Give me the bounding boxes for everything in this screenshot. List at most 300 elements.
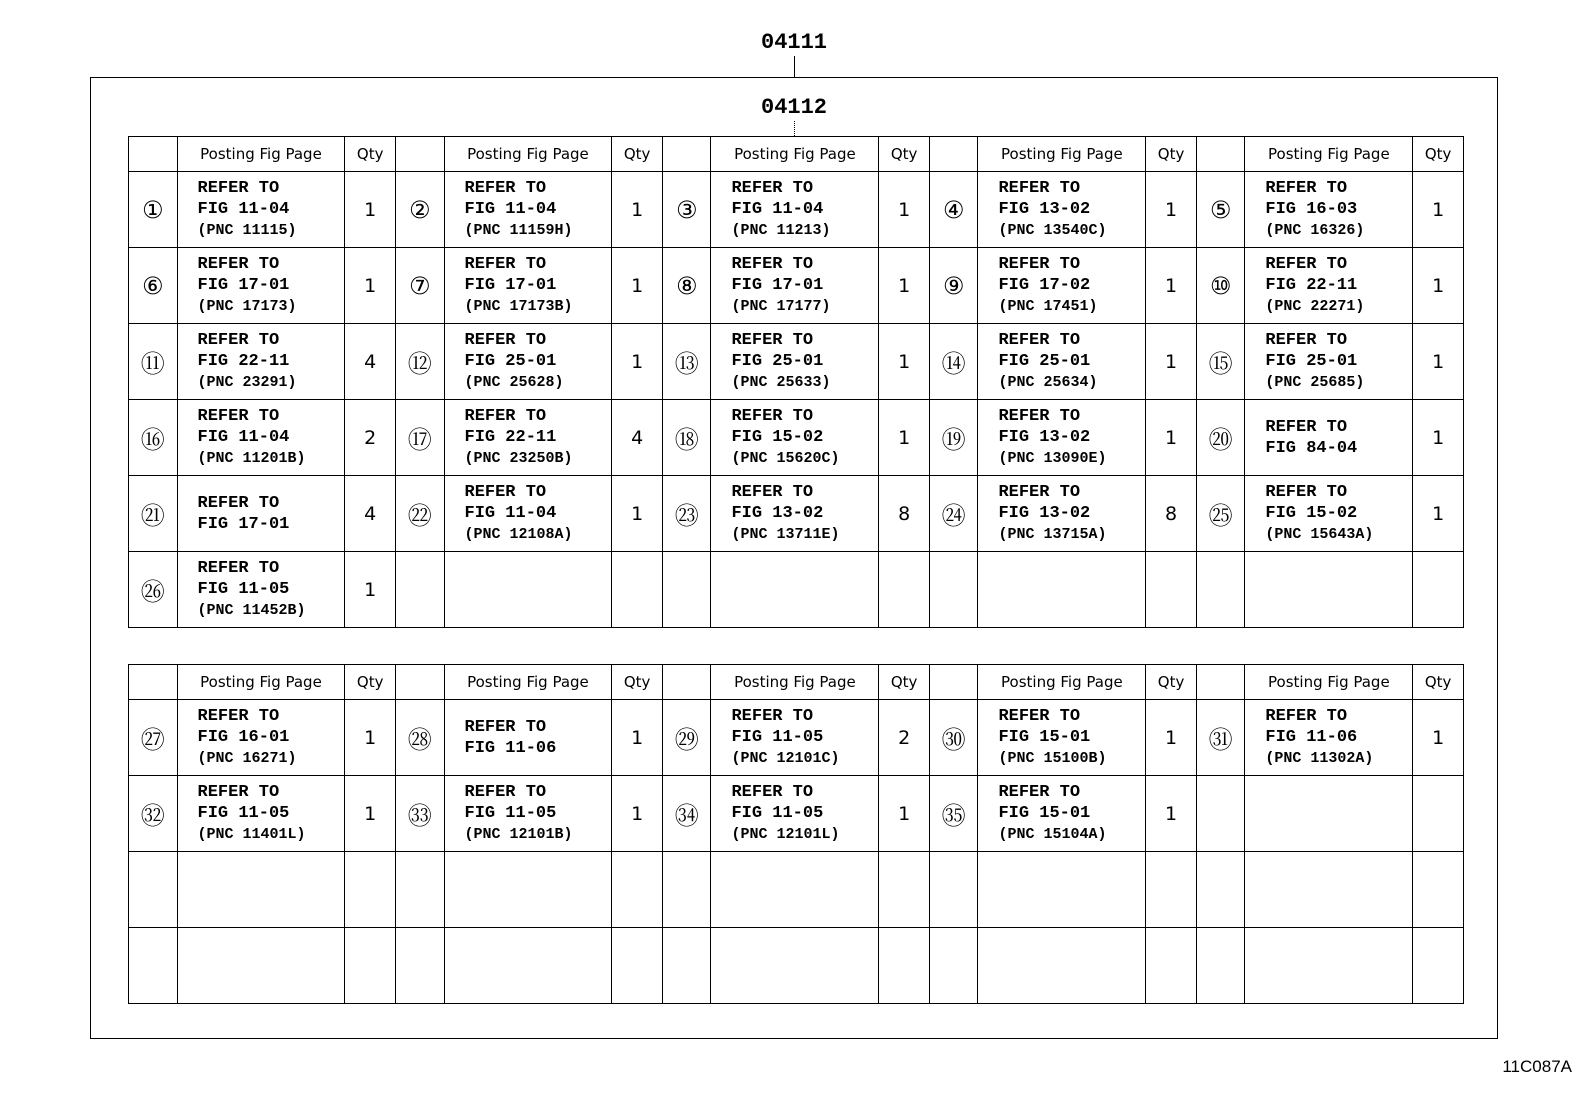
header-num-cell	[1196, 137, 1245, 172]
fig-number: FIG 22-11	[1265, 276, 1358, 295]
refer-to-text: REFER TO	[197, 783, 280, 802]
header-posting-fig-page: Posting Fig Page	[711, 137, 879, 172]
quantity: 4	[345, 476, 396, 552]
fig-number: FIG 11-05	[731, 728, 824, 747]
posting-reference	[444, 852, 612, 928]
posting-reference	[1245, 928, 1413, 1004]
quantity: 1	[612, 248, 663, 324]
quantity: 2	[879, 700, 930, 776]
fig-number: FIG 11-04	[197, 200, 290, 219]
pnc-code: (PNC 15104A)	[998, 826, 1107, 843]
inner-part-number: 04112	[760, 95, 828, 120]
header-qty: Qty	[345, 665, 396, 700]
item-number	[662, 852, 711, 928]
quantity: 2	[345, 400, 396, 476]
item-number: ⑭	[929, 324, 978, 400]
item-number: ㉒	[395, 476, 444, 552]
quantity: 1	[1413, 248, 1464, 324]
fig-number: FIG 16-01	[197, 728, 290, 747]
fig-number: FIG 22-11	[464, 428, 557, 447]
item-number	[1196, 928, 1245, 1004]
refer-to-text: REFER TO	[731, 407, 814, 426]
fig-number: FIG 11-04	[464, 504, 557, 523]
posting-reference	[1245, 324, 1413, 400]
outer-leader-line	[794, 56, 795, 77]
item-number	[662, 928, 711, 1004]
item-number	[662, 552, 711, 628]
posting-reference	[978, 248, 1146, 324]
refer-to-text: REFER TO	[998, 707, 1081, 726]
pnc-code: (PNC 12101B)	[464, 826, 573, 843]
posting-reference	[444, 172, 612, 248]
item-number: ⑫	[395, 324, 444, 400]
reference-table-2	[128, 664, 1464, 1004]
quantity	[879, 552, 930, 628]
fig-number: FIG 17-01	[197, 276, 290, 295]
fig-number: FIG 17-01	[197, 514, 290, 534]
quantity: 1	[879, 776, 930, 852]
header-posting-fig-page: Posting Fig Page	[978, 137, 1146, 172]
item-number	[129, 852, 178, 928]
quantity: 1	[345, 172, 396, 248]
posting-reference	[711, 248, 879, 324]
refer-to-text: REFER TO	[1265, 179, 1348, 198]
posting-reference	[711, 852, 879, 928]
quantity	[1413, 776, 1464, 852]
item-number: ㉔	[929, 476, 978, 552]
item-number: ⑲	[929, 400, 978, 476]
posting-reference	[444, 400, 612, 476]
item-number	[395, 552, 444, 628]
item-number: ㉜	[129, 776, 178, 852]
pnc-code: (PNC 13711E)	[731, 526, 840, 543]
header-row	[129, 665, 1464, 700]
posting-reference	[711, 776, 879, 852]
posting-reference	[711, 324, 879, 400]
quantity	[879, 928, 930, 1004]
header-num-cell	[929, 665, 978, 700]
refer-to-text: REFER TO	[464, 179, 547, 198]
posting-reference	[177, 552, 345, 628]
item-number: ⑨	[929, 248, 978, 324]
quantity: 1	[1146, 400, 1197, 476]
item-number: ⑱	[662, 400, 711, 476]
pnc-code: (PNC 23291)	[197, 374, 297, 391]
refer-to-text: REFER TO	[464, 483, 547, 502]
item-number: ㉞	[662, 776, 711, 852]
fig-number: FIG 17-01	[464, 276, 557, 295]
quantity: 1	[1413, 476, 1464, 552]
item-number: ⑧	[662, 248, 711, 324]
table-row	[129, 928, 1464, 1004]
refer-to-text: REFER TO	[464, 331, 547, 350]
posting-reference	[1245, 248, 1413, 324]
pnc-code: (PNC 13090E)	[998, 450, 1107, 467]
quantity: 8	[879, 476, 930, 552]
fig-number: FIG 15-01	[998, 728, 1091, 747]
item-number: ⑪	[129, 324, 178, 400]
table-row	[129, 776, 1464, 852]
fig-number: FIG 25-01	[464, 352, 557, 371]
header-qty: Qty	[879, 665, 930, 700]
posting-reference	[444, 324, 612, 400]
header-posting-fig-page: Posting Fig Page	[978, 665, 1146, 700]
posting-reference	[978, 400, 1146, 476]
quantity	[1413, 552, 1464, 628]
pnc-code: (PNC 11159H)	[464, 222, 573, 239]
item-number	[395, 852, 444, 928]
pnc-code: (PNC 25633)	[731, 374, 831, 391]
posting-reference	[444, 776, 612, 852]
pnc-code: (PNC 15100B)	[998, 750, 1107, 767]
posting-reference	[1245, 476, 1413, 552]
item-number: ㉘	[395, 700, 444, 776]
quantity	[345, 928, 396, 1004]
table-row	[129, 852, 1464, 928]
item-number: ⑦	[395, 248, 444, 324]
posting-reference	[978, 172, 1146, 248]
item-number: ⑰	[395, 400, 444, 476]
fig-number: FIG 17-01	[731, 276, 824, 295]
posting-reference	[444, 552, 612, 628]
header-num-cell	[929, 137, 978, 172]
item-number: ㉙	[662, 700, 711, 776]
quantity: 1	[612, 776, 663, 852]
header-qty: Qty	[345, 137, 396, 172]
refer-to-text: REFER TO	[731, 331, 814, 350]
refer-to-text: REFER TO	[1265, 331, 1348, 350]
fig-number: FIG 25-01	[731, 352, 824, 371]
pnc-code: (PNC 16326)	[1265, 222, 1365, 239]
header-num-cell	[662, 137, 711, 172]
pnc-code: (PNC 13715A)	[998, 526, 1107, 543]
table-row	[129, 248, 1464, 324]
quantity	[1146, 928, 1197, 1004]
refer-to-text: REFER TO	[1265, 707, 1348, 726]
refer-to-text: REFER TO	[197, 493, 280, 513]
posting-reference	[711, 700, 879, 776]
header-qty: Qty	[612, 665, 663, 700]
quantity: 1	[345, 248, 396, 324]
fig-number: FIG 25-01	[998, 352, 1091, 371]
header-posting-fig-page: Posting Fig Page	[444, 137, 612, 172]
refer-to-text: REFER TO	[464, 783, 547, 802]
posting-reference	[711, 928, 879, 1004]
item-number: ㉟	[929, 776, 978, 852]
refer-to-text: REFER TO	[998, 783, 1081, 802]
posting-reference	[711, 476, 879, 552]
header-num-cell	[395, 137, 444, 172]
item-number: ㉖	[129, 552, 178, 628]
quantity	[612, 928, 663, 1004]
quantity: 1	[612, 324, 663, 400]
pnc-code: (PNC 13540C)	[998, 222, 1107, 239]
quantity: 4	[612, 400, 663, 476]
posting-reference	[1245, 172, 1413, 248]
pnc-code: (PNC 25628)	[464, 374, 564, 391]
item-number	[929, 852, 978, 928]
fig-number: FIG 15-01	[998, 804, 1091, 823]
header-num-cell	[395, 665, 444, 700]
fig-number: FIG 22-11	[197, 352, 290, 371]
table-row	[129, 172, 1464, 248]
fig-number: FIG 84-04	[1265, 438, 1358, 458]
pnc-code: (PNC 11401L)	[197, 826, 306, 843]
fig-number: FIG 11-06	[464, 738, 557, 758]
posting-reference	[978, 928, 1146, 1004]
header-posting-fig-page: Posting Fig Page	[1245, 137, 1413, 172]
quantity: 1	[612, 476, 663, 552]
item-number	[1196, 852, 1245, 928]
item-number: ⑯	[129, 400, 178, 476]
posting-reference	[1245, 852, 1413, 928]
fig-number: FIG 11-04	[197, 428, 290, 447]
refer-to-text: REFER TO	[464, 717, 547, 737]
refer-to-text: REFER TO	[197, 331, 280, 350]
pnc-code: (PNC 17451)	[998, 298, 1098, 315]
item-number: ㉛	[1196, 700, 1245, 776]
posting-reference	[711, 552, 879, 628]
fig-number: FIG 17-02	[998, 276, 1091, 295]
fig-number: FIG 13-02	[998, 504, 1091, 523]
quantity: 1	[345, 776, 396, 852]
quantity: 1	[1146, 700, 1197, 776]
reference-table-1	[128, 136, 1464, 628]
item-number: ㉑	[129, 476, 178, 552]
fig-number: FIG 15-02	[731, 428, 824, 447]
header-posting-fig-page: Posting Fig Page	[444, 665, 612, 700]
pnc-code: (PNC 15620C)	[731, 450, 840, 467]
pnc-code: (PNC 12101L)	[731, 826, 840, 843]
item-number	[929, 928, 978, 1004]
fig-number: FIG 11-04	[731, 200, 824, 219]
quantity: 1	[879, 172, 930, 248]
item-number: ⑤	[1196, 172, 1245, 248]
refer-to-text: REFER TO	[197, 559, 280, 578]
item-number: ⑥	[129, 248, 178, 324]
quantity	[879, 852, 930, 928]
table-row	[129, 476, 1464, 552]
quantity: 1	[879, 248, 930, 324]
posting-reference	[978, 476, 1146, 552]
quantity: 1	[345, 552, 396, 628]
quantity	[1146, 852, 1197, 928]
table-row	[129, 700, 1464, 776]
posting-reference	[1245, 700, 1413, 776]
posting-reference	[444, 700, 612, 776]
quantity: 1	[1413, 324, 1464, 400]
refer-to-text: REFER TO	[731, 783, 814, 802]
posting-reference	[177, 248, 345, 324]
refer-to-text: REFER TO	[1265, 483, 1348, 502]
figure-code: 11C087A	[1502, 1057, 1572, 1076]
quantity: 1	[1146, 172, 1197, 248]
pnc-code: (PNC 11201B)	[197, 450, 306, 467]
posting-reference	[177, 324, 345, 400]
quantity: 1	[879, 400, 930, 476]
quantity: 1	[879, 324, 930, 400]
pnc-code: (PNC 25685)	[1265, 374, 1365, 391]
posting-reference	[711, 172, 879, 248]
pnc-code: (PNC 16271)	[197, 750, 297, 767]
item-number: ⑳	[1196, 400, 1245, 476]
posting-reference	[177, 700, 345, 776]
fig-number: FIG 11-05	[464, 804, 557, 823]
pnc-code: (PNC 11302A)	[1265, 750, 1374, 767]
quantity: 1	[1146, 324, 1197, 400]
fig-number: FIG 11-05	[197, 580, 290, 599]
quantity	[345, 852, 396, 928]
refer-to-text: REFER TO	[464, 407, 547, 426]
refer-to-text: REFER TO	[197, 407, 280, 426]
table-row	[129, 324, 1464, 400]
fig-number: FIG 16-03	[1265, 200, 1358, 219]
pnc-code: (PNC 17173)	[197, 298, 297, 315]
header-qty: Qty	[1413, 665, 1464, 700]
item-number: ③	[662, 172, 711, 248]
quantity	[1146, 552, 1197, 628]
posting-reference	[177, 400, 345, 476]
posting-reference	[177, 776, 345, 852]
table-row	[129, 552, 1464, 628]
refer-to-text: REFER TO	[197, 707, 280, 726]
posting-reference	[444, 248, 612, 324]
item-number	[395, 928, 444, 1004]
quantity	[1413, 852, 1464, 928]
refer-to-text: REFER TO	[998, 255, 1081, 274]
refer-to-text: REFER TO	[998, 331, 1081, 350]
posting-reference	[444, 476, 612, 552]
posting-reference	[1245, 776, 1413, 852]
pnc-code: (PNC 17173B)	[464, 298, 573, 315]
header-num-cell	[129, 137, 178, 172]
refer-to-text: REFER TO	[731, 707, 814, 726]
refer-to-text: REFER TO	[731, 255, 814, 274]
quantity: 4	[345, 324, 396, 400]
item-number	[1196, 552, 1245, 628]
posting-reference	[711, 400, 879, 476]
inner-leader-line	[794, 121, 795, 136]
pnc-code: (PNC 11213)	[731, 222, 831, 239]
item-number: ⑩	[1196, 248, 1245, 324]
header-qty: Qty	[1146, 137, 1197, 172]
quantity	[612, 852, 663, 928]
fig-number: FIG 11-05	[731, 804, 824, 823]
quantity: 1	[612, 172, 663, 248]
refer-to-text: REFER TO	[731, 483, 814, 502]
pnc-code: (PNC 25634)	[998, 374, 1098, 391]
item-number: ㉓	[662, 476, 711, 552]
refer-to-text: REFER TO	[464, 255, 547, 274]
posting-reference	[177, 928, 345, 1004]
header-num-cell	[129, 665, 178, 700]
posting-reference	[978, 324, 1146, 400]
item-number	[1196, 776, 1245, 852]
item-number: ㉝	[395, 776, 444, 852]
refer-to-text: REFER TO	[197, 255, 280, 274]
quantity: 1	[1413, 172, 1464, 248]
refer-to-text: REFER TO	[998, 179, 1081, 198]
header-row	[129, 137, 1464, 172]
item-number: ⑬	[662, 324, 711, 400]
item-number: ⑮	[1196, 324, 1245, 400]
quantity	[612, 552, 663, 628]
header-qty: Qty	[612, 137, 663, 172]
fig-number: FIG 15-02	[1265, 504, 1358, 523]
quantity: 1	[612, 700, 663, 776]
fig-number: FIG 13-02	[998, 200, 1091, 219]
fig-number: FIG 13-02	[731, 504, 824, 523]
posting-reference	[1245, 552, 1413, 628]
quantity: 1	[345, 700, 396, 776]
header-qty: Qty	[879, 137, 930, 172]
posting-reference	[177, 476, 345, 552]
item-number	[929, 552, 978, 628]
refer-to-text: REFER TO	[998, 407, 1081, 426]
pnc-code: (PNC 23250B)	[464, 450, 573, 467]
posting-reference	[978, 776, 1146, 852]
fig-number: FIG 11-06	[1265, 728, 1358, 747]
quantity: 8	[1146, 476, 1197, 552]
fig-number: FIG 13-02	[998, 428, 1091, 447]
posting-reference	[177, 852, 345, 928]
header-qty: Qty	[1146, 665, 1197, 700]
pnc-code: (PNC 12101C)	[731, 750, 840, 767]
fig-number: FIG 11-04	[464, 200, 557, 219]
pnc-code: (PNC 17177)	[731, 298, 831, 315]
item-number: ㉗	[129, 700, 178, 776]
posting-reference	[978, 552, 1146, 628]
posting-reference	[978, 852, 1146, 928]
refer-to-text: REFER TO	[1265, 417, 1348, 437]
item-number: ④	[929, 172, 978, 248]
pnc-code: (PNC 11452B)	[197, 602, 306, 619]
quantity: 1	[1146, 776, 1197, 852]
item-number	[129, 928, 178, 1004]
quantity: 1	[1413, 700, 1464, 776]
refer-to-text: REFER TO	[731, 179, 814, 198]
quantity: 1	[1146, 248, 1197, 324]
item-number: ㉕	[1196, 476, 1245, 552]
posting-reference	[1245, 400, 1413, 476]
pnc-code: (PNC 11115)	[197, 222, 297, 239]
outer-part-number: 04111	[760, 30, 828, 55]
header-num-cell	[1196, 665, 1245, 700]
quantity: 1	[1413, 400, 1464, 476]
posting-reference	[177, 172, 345, 248]
posting-reference	[978, 700, 1146, 776]
header-posting-fig-page: Posting Fig Page	[711, 665, 879, 700]
header-num-cell	[662, 665, 711, 700]
item-number: ①	[129, 172, 178, 248]
table-row	[129, 400, 1464, 476]
item-number: ②	[395, 172, 444, 248]
posting-reference	[444, 928, 612, 1004]
refer-to-text: REFER TO	[197, 179, 280, 198]
refer-to-text: REFER TO	[1265, 255, 1348, 274]
refer-to-text: REFER TO	[998, 483, 1081, 502]
quantity	[1413, 928, 1464, 1004]
item-number: ㉚	[929, 700, 978, 776]
fig-number: FIG 11-05	[197, 804, 290, 823]
pnc-code: (PNC 12108A)	[464, 526, 573, 543]
header-posting-fig-page: Posting Fig Page	[1245, 665, 1413, 700]
fig-number: FIG 25-01	[1265, 352, 1358, 371]
header-posting-fig-page: Posting Fig Page	[177, 665, 345, 700]
header-posting-fig-page: Posting Fig Page	[177, 137, 345, 172]
header-qty: Qty	[1413, 137, 1464, 172]
pnc-code: (PNC 22271)	[1265, 298, 1365, 315]
